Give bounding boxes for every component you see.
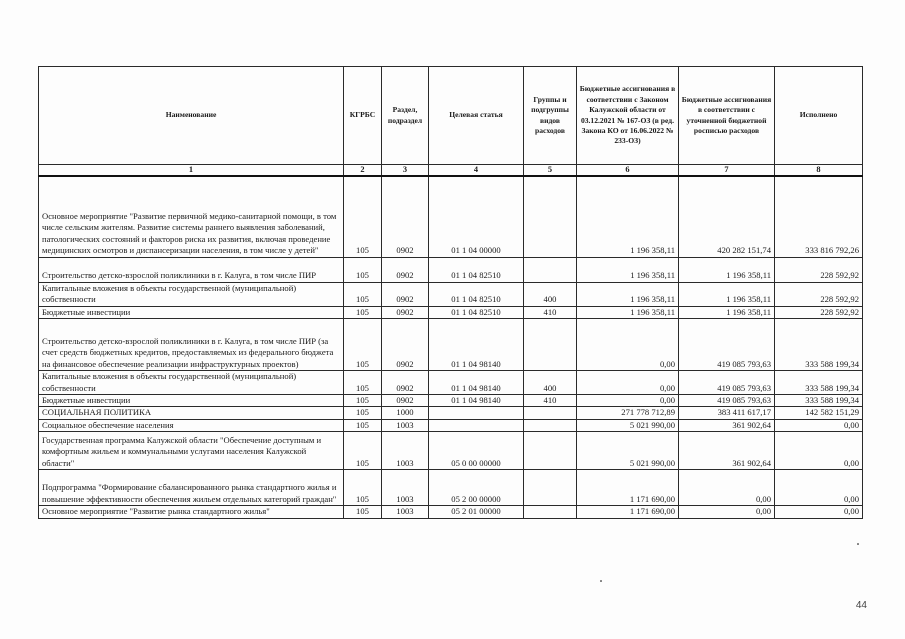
row-target: 01 1 04 00000 [429, 176, 524, 257]
row-group [524, 432, 577, 470]
row-section: 0902 [382, 394, 429, 406]
row-name: СОЦИАЛЬНАЯ ПОЛИТИКА [39, 407, 344, 419]
row-group [524, 318, 577, 370]
header-section: Раздел, подраздел [382, 67, 429, 165]
row-law-amount: 1 196 358,11 [577, 257, 679, 282]
row-law-amount: 1 171 690,00 [577, 470, 679, 506]
row-executed-amount: 0,00 [775, 506, 863, 518]
row-law-amount: 5 021 990,00 [577, 432, 679, 470]
column-number: 8 [775, 165, 863, 177]
row-section: 0902 [382, 176, 429, 257]
header-kgrbs: КГРБС [344, 67, 382, 165]
row-target: 01 1 04 98140 [429, 370, 524, 394]
row-executed-amount: 228 592,92 [775, 257, 863, 282]
header-law: Бюджетные ассигнования в соответствии с Законом Калужской области от 03.12.2021 № 167-ОЗ (в ред. Закона КО от 16.06.2022 № 233-ОЗ) [577, 67, 679, 165]
header-row [39, 67, 863, 165]
row-target [429, 419, 524, 431]
table-row [39, 394, 863, 406]
column-number: 2 [344, 165, 382, 177]
row-law-amount: 1 196 358,11 [577, 176, 679, 257]
row-revised-amount: 419 085 793,63 [679, 318, 775, 370]
row-revised-amount: 361 902,64 [679, 419, 775, 431]
row-kgrbs: 105 [344, 432, 382, 470]
row-name: Капитальные вложения в объекты государственной (муниципальной) собственности [39, 370, 344, 394]
budget-execution-table [38, 66, 863, 519]
header-group: Группы и подгруппы видов расходов [524, 67, 577, 165]
row-law-amount: 5 021 990,00 [577, 419, 679, 431]
row-kgrbs: 105 [344, 506, 382, 518]
row-section: 0902 [382, 282, 429, 306]
column-number: 3 [382, 165, 429, 177]
row-name: Подпрограмма "Формирование сбалансированного рынка стандартного жилья и повышение эффективности обеспечения жильем отдельных категорий граждан" [39, 470, 344, 506]
row-law-amount: 1 196 358,11 [577, 282, 679, 306]
table-row [39, 370, 863, 394]
row-name: Бюджетные инвестиции [39, 394, 344, 406]
row-name: Государственная программа Калужской области "Обеспечение доступным и комфортным жильем и коммунальными услугами населения Калужской области" [39, 432, 344, 470]
row-kgrbs: 105 [344, 318, 382, 370]
header-name: Наименование [39, 67, 344, 165]
row-target: 05 0 00 00000 [429, 432, 524, 470]
row-kgrbs: 105 [344, 306, 382, 318]
table-row [39, 470, 863, 506]
row-section: 0902 [382, 257, 429, 282]
column-number: 1 [39, 165, 344, 177]
row-executed-amount: 333 588 199,34 [775, 394, 863, 406]
row-target [429, 407, 524, 419]
row-kgrbs: 105 [344, 257, 382, 282]
table-row [39, 257, 863, 282]
page-number: 44 [855, 600, 867, 611]
header-target: Целевая статья [429, 67, 524, 165]
row-executed-amount: 333 588 199,34 [775, 318, 863, 370]
row-group: 410 [524, 306, 577, 318]
column-number: 6 [577, 165, 679, 177]
scan-speck [600, 580, 602, 582]
row-section: 1003 [382, 470, 429, 506]
row-law-amount: 1 171 690,00 [577, 506, 679, 518]
column-number: 7 [679, 165, 775, 177]
row-executed-amount: 0,00 [775, 419, 863, 431]
row-target: 01 1 04 82510 [429, 306, 524, 318]
table-row [39, 318, 863, 370]
row-name: Капитальные вложения в объекты государственной (муниципальной) собственности [39, 282, 344, 306]
row-group [524, 407, 577, 419]
row-name: Бюджетные инвестиции [39, 306, 344, 318]
row-kgrbs: 105 [344, 394, 382, 406]
row-group: 410 [524, 394, 577, 406]
table-row [39, 506, 863, 518]
row-section: 1003 [382, 432, 429, 470]
row-section: 1000 [382, 407, 429, 419]
row-kgrbs: 105 [344, 470, 382, 506]
row-name: Основное мероприятие "Развитие первичной медико-санитарной помощи, в том числе сельским жителям. Развитие системы раннего выявления заболеваний, патологических состояний и факторов риска их развития, включая проведение медицинских осмотров и диспансеризации населения, в том числе у детей" [39, 176, 344, 257]
row-target: 05 2 00 00000 [429, 470, 524, 506]
row-group [524, 419, 577, 431]
row-executed-amount: 333 816 792,26 [775, 176, 863, 257]
table-row [39, 407, 863, 419]
row-group: 400 [524, 370, 577, 394]
row-target: 01 1 04 98140 [429, 318, 524, 370]
row-revised-amount: 0,00 [679, 506, 775, 518]
header-executed: Исполнено [775, 67, 863, 165]
row-revised-amount: 361 902,64 [679, 432, 775, 470]
row-revised-amount: 1 196 358,11 [679, 282, 775, 306]
row-group [524, 176, 577, 257]
row-section: 0902 [382, 306, 429, 318]
row-law-amount: 271 778 712,89 [577, 407, 679, 419]
row-name: Строительство детско-взрослой поликлиники в г. Калуга, в том числе ПИР [39, 257, 344, 282]
row-law-amount: 0,00 [577, 318, 679, 370]
row-revised-amount: 1 196 358,11 [679, 306, 775, 318]
row-target: 05 2 01 00000 [429, 506, 524, 518]
row-law-amount: 1 196 358,11 [577, 306, 679, 318]
row-kgrbs: 105 [344, 176, 382, 257]
row-law-amount: 0,00 [577, 370, 679, 394]
row-law-amount: 0,00 [577, 394, 679, 406]
row-executed-amount: 142 582 151,29 [775, 407, 863, 419]
row-revised-amount: 0,00 [679, 470, 775, 506]
row-section: 1003 [382, 419, 429, 431]
row-kgrbs: 105 [344, 370, 382, 394]
scan-speck [857, 543, 859, 545]
row-executed-amount: 228 592,92 [775, 306, 863, 318]
row-target: 01 1 04 82510 [429, 282, 524, 306]
table-row [39, 432, 863, 470]
row-revised-amount: 420 282 151,74 [679, 176, 775, 257]
row-revised-amount: 1 196 358,11 [679, 257, 775, 282]
row-revised-amount: 383 411 617,17 [679, 407, 775, 419]
row-section: 0902 [382, 370, 429, 394]
row-section: 0902 [382, 318, 429, 370]
table-row [39, 419, 863, 431]
row-executed-amount: 333 588 199,34 [775, 370, 863, 394]
table-row [39, 282, 863, 306]
row-group [524, 470, 577, 506]
row-group [524, 257, 577, 282]
row-kgrbs: 105 [344, 407, 382, 419]
row-section: 1003 [382, 506, 429, 518]
row-target: 01 1 04 82510 [429, 257, 524, 282]
row-kgrbs: 105 [344, 419, 382, 431]
row-name: Строительство детско-взрослой поликлиники в г. Калуга, в том числе ПИР (за счет средств бюджетных кредитов, предоставляемых из федерального бюджета на финансовое обеспечение реализации инфраструктурных проектов) [39, 318, 344, 370]
row-executed-amount: 228 592,92 [775, 282, 863, 306]
header-revised: Бюджетные ассигнования в соответствии с уточненной бюджетной росписью расходов [679, 67, 775, 165]
row-revised-amount: 419 085 793,63 [679, 394, 775, 406]
row-executed-amount: 0,00 [775, 470, 863, 506]
row-kgrbs: 105 [344, 282, 382, 306]
row-name: Социальное обеспечение населения [39, 419, 344, 431]
row-group: 400 [524, 282, 577, 306]
table-row [39, 176, 863, 257]
row-revised-amount: 419 085 793,63 [679, 370, 775, 394]
column-number: 5 [524, 165, 577, 177]
row-group [524, 506, 577, 518]
row-executed-amount: 0,00 [775, 432, 863, 470]
column-number-row [39, 165, 863, 177]
row-name: Основное мероприятие "Развитие рынка стандартного жилья" [39, 506, 344, 518]
table-row [39, 306, 863, 318]
column-number: 4 [429, 165, 524, 177]
row-target: 01 1 04 98140 [429, 394, 524, 406]
